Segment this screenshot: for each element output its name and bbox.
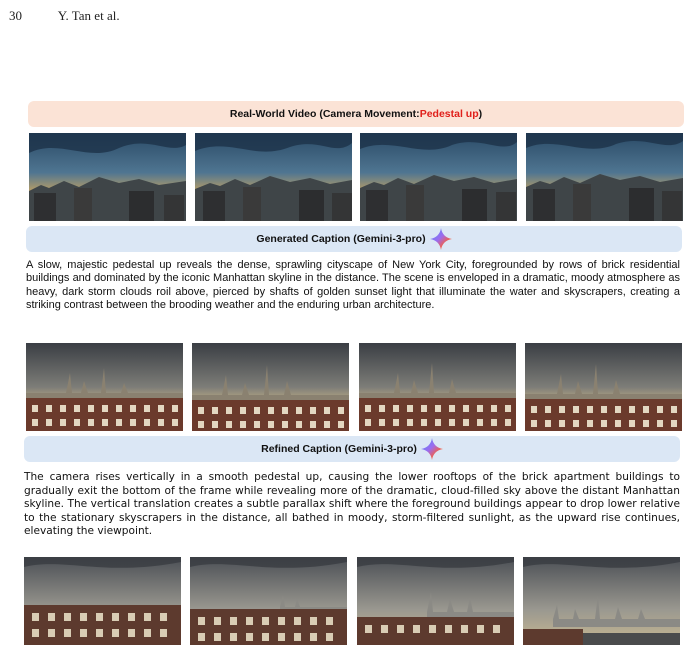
page-number: 30 <box>9 8 22 23</box>
refined-frame <box>190 557 347 645</box>
video-title-highlight: Pedestal up <box>419 108 479 120</box>
generated-frame <box>26 343 183 431</box>
generated-frames-row <box>26 343 682 431</box>
page-header <box>9 8 120 24</box>
refined-caption: The camera rises vertically in a smooth pedestal up, causing the lower rooftops of the brick apartment buildings to gradually exit the bottom of the frame while revealing more of the dramatic, cloud-filled sky above the distant Manhattan skyline. The vertical translation creates a subtle parallax shift where the foreground buildings appear to drop lower relative to the stationary skyscrapers in the distance, all bathed in moody, storm-filtered sunlight, as the upward rise continues, elevating the viewpoint. <box>24 471 680 537</box>
generated-frame <box>192 343 349 431</box>
refined-frame <box>523 557 680 645</box>
gemini-sparkle-icon <box>421 438 443 460</box>
generated-frame <box>525 343 682 431</box>
running-title: Y. Tan et al. <box>57 8 120 23</box>
video-frames-row <box>29 133 683 221</box>
generated-frame <box>359 343 516 431</box>
generated-section-title <box>26 226 682 252</box>
video-title-prefix: Real-World Video (Camera Movement: <box>229 108 420 120</box>
generated-title: Generated Caption (Gemini-3-pro) <box>256 233 426 245</box>
refined-frame <box>357 557 514 645</box>
generated-caption: A slow, majestic pedestal up reveals the dense, sprawling cityscape of New York City, foregrounded by rows of brick residential buildings and dominated by the iconic Manhattan skyline in the distance. The scene is enveloped in a dramatic, moody atmosphere as heavy, dark storm clouds roil above, pierced by shafts of golden sunset light that illuminate the water and skyscrapers, creating a striking contrast between the brooding weather and the enduring urban architecture. <box>26 259 680 312</box>
refined-frames-row <box>24 557 680 645</box>
video-frame <box>29 133 186 221</box>
refined-section-title <box>24 436 680 462</box>
refined-frame <box>24 557 181 645</box>
video-frame <box>195 133 352 221</box>
video-frame <box>526 133 683 221</box>
video-frame <box>360 133 517 221</box>
video-section-title <box>28 101 684 127</box>
gemini-sparkle-icon <box>430 228 452 250</box>
refined-title: Refined Caption (Gemini-3-pro) <box>261 443 417 455</box>
video-title-suffix: ) <box>478 108 483 120</box>
